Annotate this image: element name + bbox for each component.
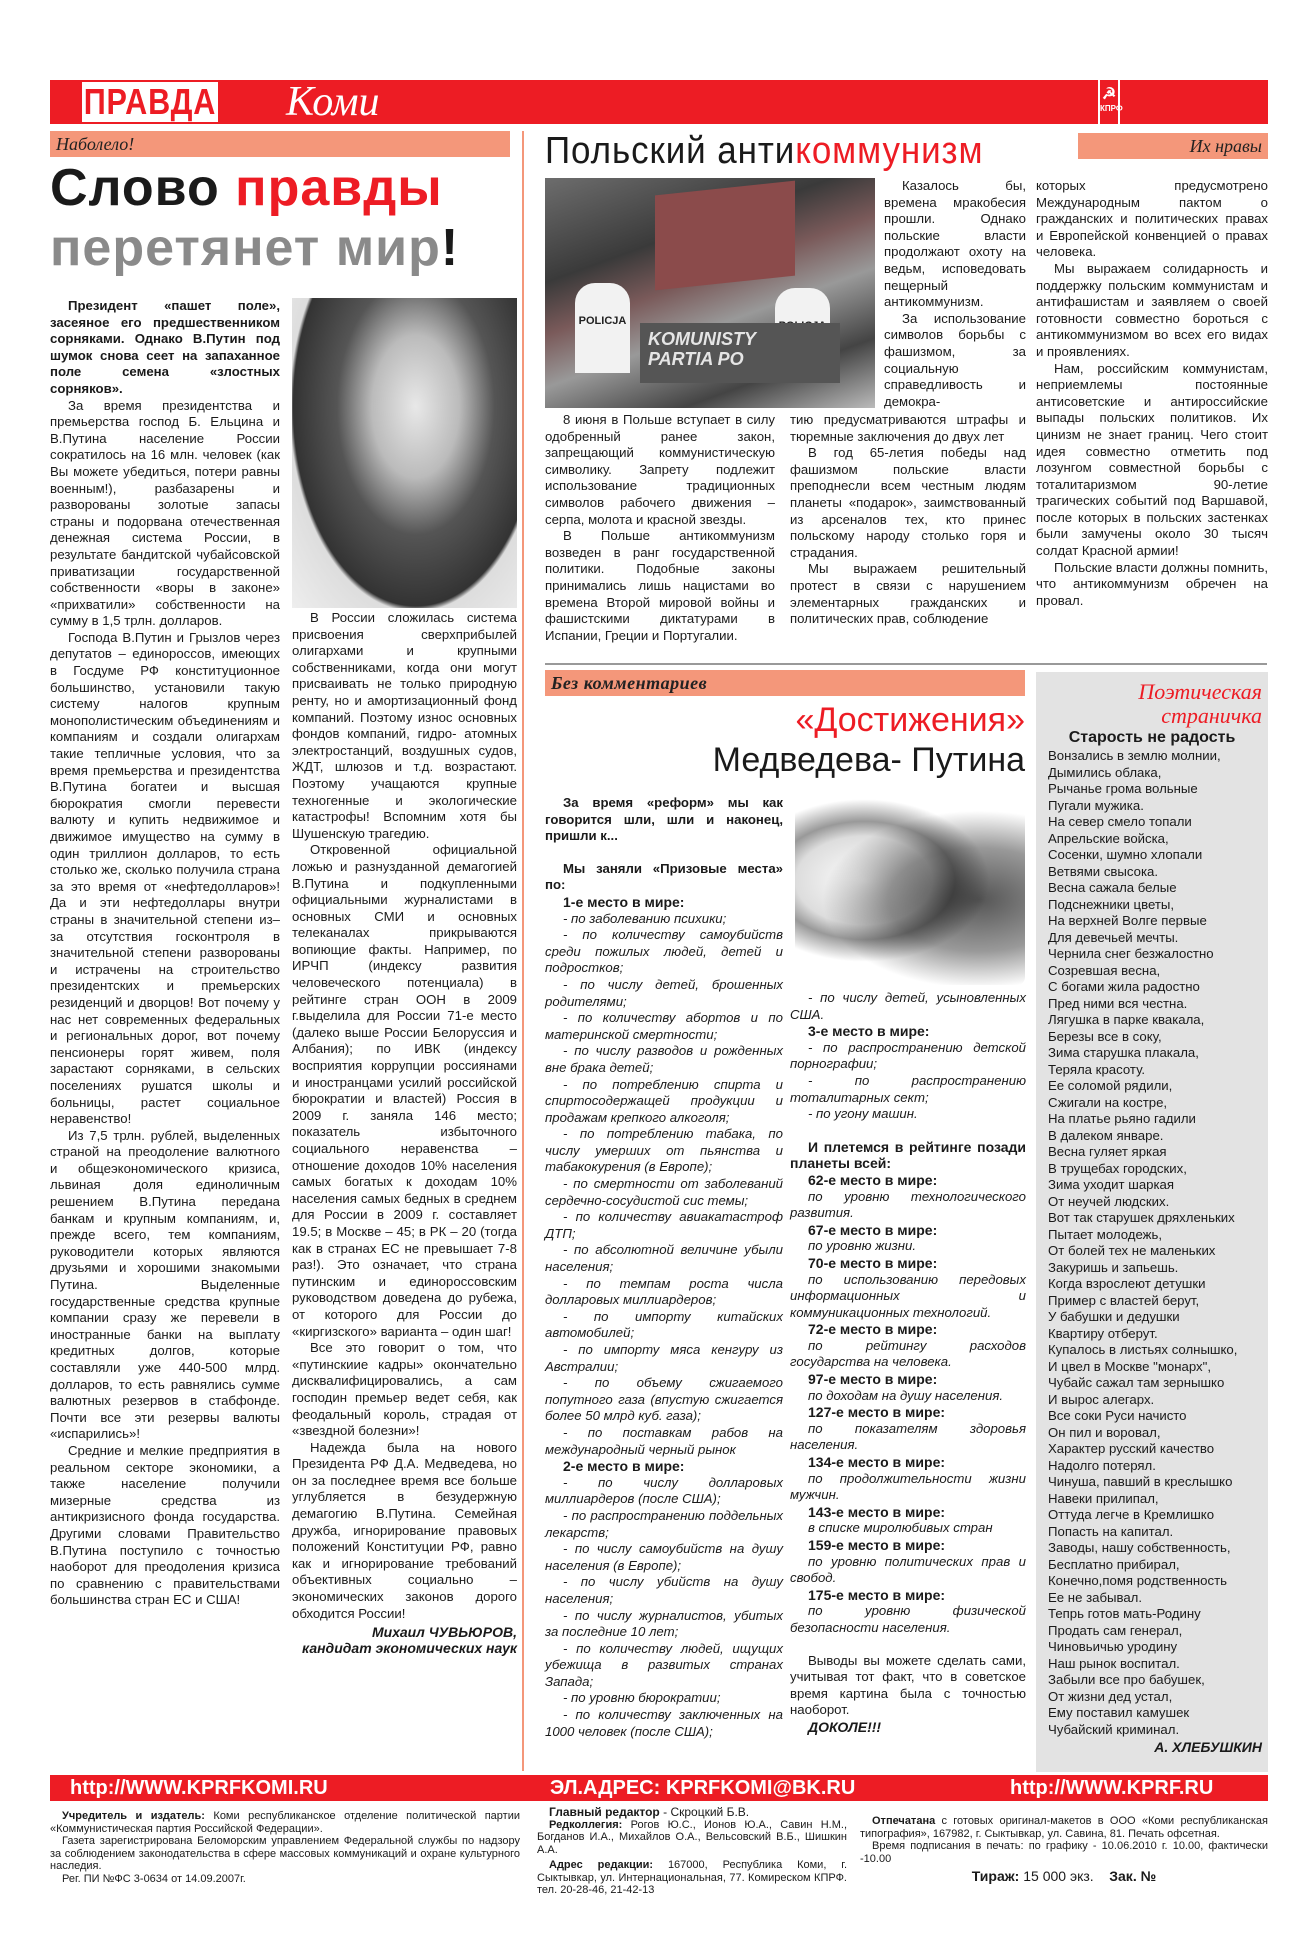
paragraph: За использование символов борьбы с фашизмом, за социальную справедливость и демокра- — [884, 310, 1026, 409]
paragraph: тию предусматриваются штрафы и тюремные заключения до двух лет — [790, 412, 1026, 444]
signed-time: Время подписания в печать: по графику - 10.06.2010 г. 10.00, фактически -10.00 — [860, 1840, 1268, 1865]
list-item: - по поставкам рабов на международный черный рынок — [545, 1424, 783, 1457]
conclusion: Выводы вы можете сделать сами, учитывая тот факт, что в советское время картина была с точностью наоборот. — [790, 1652, 1026, 1718]
newspaper-logo: ПРАВДА — [83, 81, 217, 122]
article2-headline: Польский антикоммунизм — [545, 130, 984, 172]
poem-line: Характер русский качество — [1048, 1441, 1215, 1456]
list-item: - по импорту мяса кенгуру из Австралии; — [545, 1342, 783, 1374]
article2-column-c — [1036, 178, 1268, 609]
imprint-right: Отпечатана с готовых оригинал-макетов в ООО «Коми республиканская типография», 167982, г. Сыктывкар, ул. Савина, 81. Печать офсетная. Время подписания в печать: по графику - 10.06.2010 г. 10.00, фактически -10.00 Тираж: 15 000 экз. Зак. № — [860, 1815, 1268, 1884]
banner: KOMUNISTY PARTIA PO — [640, 323, 840, 383]
article3-column-1 — [545, 795, 783, 1740]
poem-line: Зима старушка плакала, — [1048, 1045, 1199, 1060]
poem-line: С богами жила радостно — [1048, 979, 1200, 994]
paragraph: Мы выражаем солидарность и поддержку польским коммунистам и антифашистам и заявляем о своей готовности совместно бороться с антикоммунизмом во всех его видах и проявлениях. — [1036, 260, 1268, 359]
poem-line: Дымились облака, — [1048, 764, 1162, 780]
kprfkomi-site-link[interactable]: http://WWW.KPRFKOMI.RU — [70, 1777, 328, 1799]
article1-lead: Президент «пашет поле», засеяное его предшественником сорняками. Однако В.Путин под шумок снова сеет на запаханное поле семена «злостных сорняков». — [50, 298, 280, 396]
paragraph: В Польше антикоммунизм возведен в ранг государственной политики. Подобные законы принимались лишь нацистами во времена Второй мировой войны и фашистскими диктатурами в Испании, Греции и Португалии. — [545, 528, 775, 643]
place-heading: 72-е место в мире: — [808, 1321, 938, 1338]
poem-line: Чубайский криминал. — [1048, 1721, 1180, 1737]
paragraph: В год 65-летия победы над фашизмом польские власти преподнесли всем честным людям планеты «подарок», заимствованный из арсеналов тех, кто принес польскому народу столько горя и страдания. — [790, 445, 1026, 560]
poem-line: Закуришь и запьешь. — [1048, 1259, 1179, 1275]
place-heading: 2-е место в мире: — [563, 1458, 685, 1475]
rubric-ih-nravy: Их нравы — [1078, 133, 1268, 159]
poem-line: Чиновьичью уродину — [1048, 1639, 1178, 1654]
list-item: - по количеству абортов и по материнской смертности; — [545, 1010, 783, 1042]
poem-line: Навеки прилипал, — [1048, 1490, 1159, 1506]
poem-line: Все соки Руси начисто — [1048, 1408, 1187, 1423]
paragraph: Из 7,5 трлн. рублей, выделенных страной на преодоление валютного и общеэкономического кризиса, львиная доля единоличным решением В.Путина передана банкам и крупным компаниям, и, прежде всего, тем компаниям, руководители которых являются друзьями и хорошими знакомыми Путина. Выделенные государственные средства крупные компании сразу же перевели в иностранные банки на выплату кредитных долгов, которые составляли уже 440-500 млрд. долларов, то есть равнялись сумме валютных резервов в стабфонде. Почти все эти резервы валюты «испарились»! — [50, 1127, 280, 1442]
list-item: - по заболеванию психики; — [563, 910, 727, 926]
place-heading: 143-е место в мире: — [808, 1503, 946, 1520]
place-heading: 134-е место в мире: — [808, 1454, 946, 1471]
paragraph: 8 июня в Польше вступает в силу одобренный ранее закон, запрещающий коммунистическую символику. Запрету подлежит использование традиционных символов рабочего движения – серпа, молота и красной звезды. — [545, 412, 775, 527]
list-item: - по распространению детской порнографии; — [790, 1039, 1026, 1072]
poem-line: Весна сажала белые — [1048, 880, 1177, 895]
poem-line: Купалось в листьях солнышко, — [1048, 1342, 1238, 1357]
place2-list — [545, 1475, 783, 1741]
red-flag-shape — [655, 181, 795, 291]
place1-list — [545, 911, 783, 1459]
poem-line: Подснежники цветы, — [1048, 896, 1175, 912]
poem-line: Вот так старушек дряхленьких — [1048, 1210, 1235, 1225]
paragraph: Польские власти должны помнить, что антикоммунизм обречен на провал. — [1036, 559, 1268, 608]
poem-line: Апрельские войска, — [1048, 830, 1169, 846]
list-item: - по числу долларовых миллиардеров (после США); — [545, 1474, 783, 1507]
poetry-box — [1036, 672, 1268, 1772]
registration: Газета зарегистрирована Беломорским управлением Федеральной службы по надзору за соблюдением законодательства в сфере массовых коммуникаций и охране культурного наследия. — [50, 1835, 520, 1872]
poem-title: Старость не радость — [1068, 729, 1236, 746]
imprint-left: Учредитель и издатель: Коми республиканское отделение политической партии «Коммунистическая партия Российской Федерации». Газета зарегистрирована Беломорским управлением Федеральной службы по надзору за соблюдением законодательства в сфере массовых коммуникаций и охране культурного наследия. Рег. ПИ №ФС 3-0634 от 14.09.2007г. — [50, 1810, 520, 1885]
list-item: - по уровню бюрократии; — [563, 1690, 721, 1706]
poem-line: Чернила снег безжалостно — [1048, 946, 1214, 961]
article2-column-a — [545, 412, 775, 644]
footer-links-bar — [50, 1775, 1268, 1801]
poem-line: Когда взрослеют детушки — [1048, 1276, 1206, 1291]
article1-headline: Слово правды перетянет мир! — [50, 159, 460, 277]
poem-line: Оттуда легче в Кремлишко — [1048, 1507, 1215, 1522]
poem-line: И вырос алегарх. — [1048, 1391, 1155, 1407]
column-divider — [522, 131, 524, 1771]
list-item: - по количеству авиакатастроф ДТП; — [545, 1209, 783, 1241]
list-item: - по потреблению спирта и спиртосодержащей продукции и продажам крепкого алкоголя; — [545, 1076, 783, 1125]
list-item: - по числу самоубийств на душу населения (в Европе); — [545, 1541, 783, 1573]
list-item: - по распространению тоталитарных сект; — [790, 1072, 1026, 1105]
paragraph: Средние и мелкие предприятия в реальном секторе экономики, а также население получили мизерные средства из антикризисного фонда государства. Другими словами Правительство В.Путина поступило с точностью наоборот для преодоления кризиса по сравнению с правительствами большинства стран ЕС и США! — [50, 1442, 280, 1608]
list-item: по уровню технологического развития. — [790, 1188, 1026, 1221]
email-link[interactable]: ЭЛ.АДРЕС: KPRFKOMI@BK.RU — [550, 1777, 856, 1799]
place-heading: 67-е место в мире: — [808, 1221, 938, 1238]
list-item: - по количеству заключенных на 1000 человек (после США); — [545, 1707, 783, 1739]
paragraph: Откровенной официальной ложью и разнузданной демагогией В.Путина и подкупленными официальными журналистами в основных СМИ и основных телеканалах прикрываются вопиющие факты. Например, по ИРЧП (индексу развития человеческого потенциала) в рейтинге стран ООН в 2009 г.выделила для России 71-е место (далеко выше России Белоруссия и Албания); по ИВК (индексу восприятия коррупции россиянами и иностранцами усилий российской бюрократии и властей) Россия в 2009 г. заняла 146 место; показатель избыточного социального неравенства – отношение доходов 10% населения самых богатых к доходам 10% населения самых бедных в среднем для России в 2009 г. составляет 19.5; в Москве – 45; в РК – 20 (тогда как в странах ЕС не превышает 7-8 раз!). Это означает, что страна путинским и единороссовским руководством доведена до рубежа, от которого для России до «киргизского» варианта – один шаг! — [292, 842, 517, 1339]
newspaper-sublogo: Коми — [286, 79, 380, 125]
list-item: - по абсолютной величине убыли населения; — [545, 1242, 783, 1275]
place-heading: 97-е место в мире: — [808, 1371, 938, 1388]
paragraph: Казалось бы, времена мракобесия прошли. Однако польские власти продолжают охоту на ведьм, исповедовать пещерный антикоммунизм. — [884, 178, 1026, 310]
circulation: Тираж: 15 000 экз. Зак. № — [971, 1868, 1157, 1884]
poem-line: В далеком январе. — [1048, 1127, 1164, 1143]
author-photo — [292, 298, 517, 608]
poem-line: Ветвями свысока. — [1048, 863, 1159, 879]
closing-exclamation: ДОКОЛЕ!!! — [808, 1718, 882, 1735]
list-item: - по объему сжигаемого попутного газа (впустую сжигается более 50 млрд куб. газа); — [545, 1375, 783, 1424]
poetry-rubric: Поэтическая страничка — [1138, 679, 1262, 728]
paragraph: Нам, российским коммунистам, неприемлемы постоянные антисоветские и антироссийские выпады польских политиков. Их цинизм не знает границ. Чего стоит идея совместно отметить под лозунгом совместной борьбы с тоталитаризмом 90-летие трагических событий под Варшавой, после которых в польских застенках были замучены около 30 тысяч солдат Красной армии! — [1036, 360, 1268, 559]
article1-author: Михаил ЧУВЬЮРОВ, — [372, 1624, 517, 1641]
poem-line: От неучей людских. — [1048, 1193, 1170, 1209]
list-item: - по импорту китайских автомобилей; — [545, 1308, 783, 1341]
paragraph: Господа В.Путин и Грызлов через депутатов – единороссов, имеющих в Госдуме РФ конституционное большинство, установили такую систему налогов крупным монополистическим объединениям и компаниям и создали олигархам такие тепличные условия, что за время премьерства и президентства В.Путина богатеи и высшая бюрократия смогли перевести валюту и купить недвижимое и движимое имущество на сумму в один триллион долларов, то есть столько же, сколько получила страна за это время от «нефтедолларов»! Да и эти нефтедоллары внутри страны в значительной степени из–за отсутствия госконтроля в значительной степени разворованы и истрачены на строительство президентских и премьерских резиденций и дворцов! Вот почему у нас нет современных федеральных и региональных дорог, вот почему пенсионеры горят живем, поля зарастают сорняками, в сельских поселениях рушатся школы и больницы, растет социальное неравенство! — [50, 629, 280, 1127]
poem-line: Созревшая весна, — [1048, 962, 1161, 978]
poem-line: От болей тех не маленьких — [1048, 1243, 1216, 1258]
poem-line: Для девечьей мечты. — [1048, 929, 1179, 945]
list-item: - по числу детей, усыновленных США. — [790, 990, 1026, 1022]
poem-line: Забыли все про бабушек, — [1048, 1672, 1205, 1687]
poem-line: Попасть на капитал. — [1048, 1523, 1174, 1539]
poem-line: Пытает молодежь, — [1048, 1226, 1163, 1242]
place-heading: 1-е место в мире: — [563, 893, 685, 910]
poem-line: Надолго потерял. — [1048, 1457, 1156, 1473]
poem-line: Чубайс сажал там зернышко — [1048, 1375, 1225, 1390]
poem-line: Пример с властей берут, — [1048, 1292, 1200, 1308]
poem-line: Ее не забывал. — [1048, 1589, 1143, 1605]
poem-line: От жизни дед устал, — [1048, 1688, 1173, 1704]
poem-line: Весна гуляет яркая — [1048, 1144, 1167, 1159]
list-item: по уровню политических прав и свобод. — [790, 1553, 1026, 1586]
poem-line: Наш рынок воспитал. — [1048, 1655, 1180, 1671]
list-item: - по потреблению табака, по числу умерших от пьянства и табакокурения (в Европе); — [545, 1126, 783, 1175]
list-item: по продолжительности жизни мужчин. — [790, 1470, 1026, 1503]
list-item: - по числу журналистов, убитых за последние 10 лет; — [545, 1607, 783, 1640]
place3-list — [790, 1040, 1026, 1123]
list-item: по доходам на душу населения. — [808, 1387, 1004, 1403]
list-item: в списке миролюбивых стран — [808, 1520, 993, 1536]
list-item: - по смертности от заболеваний сердечно-сосудистой сис темы; — [545, 1176, 783, 1208]
poem-line: Лягушка в парке квакала, — [1048, 1012, 1205, 1027]
poem-line: Сжигали на костре, — [1048, 1094, 1168, 1110]
poem-line: Пред ними вся честна. — [1048, 995, 1188, 1011]
list-item: - по количеству самоубийств среди пожилых людей, детей и подростков; — [545, 927, 783, 976]
poem-line: Тепрь готов мать-Родину — [1048, 1606, 1201, 1621]
article3-headline-black: Медведева- Путина — [712, 741, 1025, 779]
paragraph: В России сложилась система присвоения сверхприбылей олигархами и крупными собственниками, когда они могут присваивать не только природную ренту, но и амортизационный фонд компаний. Поэтому износ основных фондов компаний, гидро- атомных электростанций, воздушных судов, ЖДТ, шлюзов и т.д. возрастают. Поэтому учащаются крупные техногенные и экологические катастрофы! Вспомним хотя бы Шушенскую трагедию. — [292, 610, 517, 841]
poem-line: Зима уходит шаркая — [1048, 1177, 1175, 1192]
poem-line: На верхней Волге первые — [1048, 913, 1207, 928]
poem-author: А. ХЛЕБУШКИН — [1154, 1739, 1262, 1755]
poem-line: Он пил и воровал, — [1048, 1424, 1161, 1440]
list-item: по уровню физической безопасности населения. — [790, 1603, 1026, 1635]
intro: За время «реформ» мы как говорится шли, шли и наконец, пришли к... — [545, 795, 783, 844]
poem-line: На платье рьяно гадили — [1048, 1111, 1196, 1126]
poem-line: Квартиру отберут. — [1048, 1325, 1158, 1341]
paragraph: Все это говорит о том, что «путинскиие кадры» окончательно дисквалифицировались, а сам господин премьер ведет себя, как феодальный король, страдая от «звездной болезни»! — [292, 1340, 517, 1439]
poem-line: Конечно,помя родственность — [1048, 1573, 1227, 1588]
list-item: - по темпам роста числа долларовых миллиардеров; — [545, 1275, 783, 1308]
poem-line: Ему поставил камушек — [1048, 1705, 1190, 1720]
poem-line: Продать сам генерал, — [1048, 1622, 1183, 1638]
imprint-center: Главный редактор - Скроцкий Б.В. Редколлегия: Рогов Ю.С., Ионов Ю.А., Савин Н.М., Богданов И.А., Михайлов О.А., Вельсовский В.Б., Шишкин А.А. Адрес редакции: 167000, Республика Коми, г. Сыктывкар, ул. Интернациональная, 77. Комиреском КПРФ. тел. 20-28-46, 21-42-13 — [537, 1805, 847, 1896]
article2-column-beside-photo — [884, 178, 1026, 410]
list-item: по показателям здоровья населения. — [790, 1420, 1026, 1453]
masthead — [50, 80, 1268, 124]
poem-line: Ее соломой рядили, — [1048, 1078, 1173, 1093]
poem-line: Березы все в соку, — [1048, 1028, 1162, 1044]
behind-intro: И плетемся в рейтинге позади планеты всей: — [790, 1138, 1026, 1172]
behind-list — [790, 1172, 1026, 1637]
poem-line: И цвел в Москве "монарх", — [1048, 1358, 1211, 1374]
police-figure: POLICJA — [575, 283, 630, 373]
place-heading: 62-е место в мире: — [808, 1171, 938, 1188]
list-item: по уровню жизни. — [808, 1238, 917, 1254]
article3-headline-red: «Достижения» — [795, 701, 1025, 739]
poem-line: Вонзались в землю молнии, — [1048, 748, 1221, 763]
poem-line: Пугали мужика. — [1048, 797, 1144, 813]
place-heading: 70-е место в мире: — [808, 1254, 938, 1271]
poem-line: Бесплатно прибирал, — [1048, 1556, 1180, 1572]
place-heading: 159-е место в мире: — [808, 1537, 946, 1553]
list-item: по использованию передовых информационных и коммуникационных технологий. — [790, 1271, 1026, 1320]
article1-column-2 — [292, 610, 517, 1656]
poem-line: Теряла красоту. — [1048, 1061, 1146, 1077]
kprf-site-link[interactable]: http://WWW.KPRF.RU — [1010, 1777, 1214, 1799]
article3-column-2 — [790, 990, 1026, 1736]
paragraph: Надежда была на нового Президента РФ Д.А. Медведева, но он за последнее время все больше углубляется в безудержную демагогию В.Путина. Семейная дружба, игнорирование правовых положений Конституции РФ, равно как и игнорирование требований объективных социально – экономических законов дорого обходится России! — [292, 1439, 517, 1621]
poem-body — [1036, 748, 1268, 1738]
paragraph: За время президентства и премьерства господ Б. Ельцина и В.Путина население России сократилось на 16 млн. человек (как Вы можете убедиться, потери равны военным!), разбазарены и разворованы золотые запасы страны и подорвана отечественная денежная система России, в результате бандитской чубайсовской приватизации государственной собственности «воры в законе» «прихватили» собственности на сумму в 1,5 трлн. долларов. — [50, 397, 280, 629]
article2-column-b — [790, 412, 1026, 628]
kprf-hammer-sickle-icon: ☭ КПРФ — [1098, 80, 1120, 124]
article2-photo — [545, 178, 875, 408]
rubric-nabolelo: Наболело! — [50, 131, 510, 157]
poem-line: В трущебах городских, — [1048, 1160, 1187, 1176]
caricature-image — [795, 795, 1025, 985]
poem-line: Рычанье грома вольные — [1048, 781, 1198, 796]
poem-line: У бабушки и дедушки — [1048, 1309, 1180, 1324]
article1-author-title: кандидат экономических наук — [302, 1640, 517, 1657]
list-item: по рейтингу расходов государства на человека. — [790, 1337, 1026, 1370]
place-heading: 175-е место в мире: — [808, 1586, 946, 1603]
list-item: - по количеству людей, ищущих убежища в развитых странах Запада; — [545, 1640, 783, 1689]
poem-line: Чинуша, павший в креслышко — [1048, 1474, 1233, 1489]
poem-line: Сосенки, шумно хлопали — [1048, 847, 1203, 862]
article1-column-1 — [50, 298, 280, 1609]
poem-line: На север смело топали — [1048, 814, 1192, 829]
section-divider — [545, 663, 1267, 665]
list-item: - по угону машин. — [808, 1106, 918, 1122]
list-item: - по распространению поддельных лекарств; — [545, 1507, 783, 1540]
list-item: - по числу разводов и рожденных вне брака детей; — [545, 1043, 783, 1075]
place-heading: 127-е место в мире: — [808, 1404, 946, 1421]
place-heading: 3-е место в мире: — [808, 1023, 930, 1040]
list-item: - по числу детей, брошенных родителями; — [545, 976, 783, 1009]
list-item: - по числу убийств на душу населения; — [545, 1574, 783, 1606]
paragraph: Мы выражаем решительный протест в связи с нарушением элементарных гражданских и политических прав, соблюдение — [790, 561, 1026, 627]
rubric-bez-kommentariev: Без комментариев — [545, 670, 1025, 696]
paragraph: которых предусмотрено Международным пактом о гражданских и политических правах и Европейской конвенцией о правах человека. — [1036, 178, 1268, 260]
poem-line: Заводы, нашу собственность, — [1048, 1540, 1231, 1555]
reg-number: Рег. ПИ №ФС 3-0634 от 14.09.2007г. — [62, 1872, 246, 1885]
prize-intro: Мы заняли «Призовые места» по: — [545, 860, 783, 893]
